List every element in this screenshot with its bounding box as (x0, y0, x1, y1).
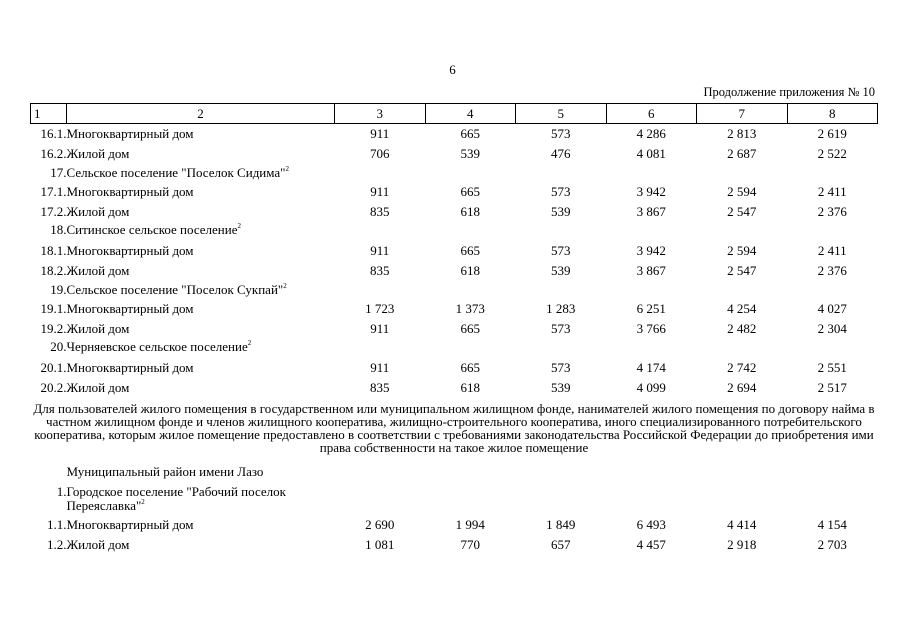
row-value: 1 283 (546, 301, 576, 316)
row-name: Жилой дом (66, 536, 130, 552)
row-value: 835 (370, 379, 390, 395)
row-name: Жилой дом (66, 379, 130, 395)
row-value: 2 376 (817, 203, 847, 219)
row-number: 19.2. (40, 320, 67, 336)
group-name-cell (67, 163, 335, 182)
row-value: 911 (370, 320, 390, 336)
row-value: 2 411 (817, 243, 847, 258)
group-empty-cells (335, 221, 878, 241)
row-name: Многоквартирный дом (66, 301, 194, 316)
column-header: 2 (67, 104, 335, 124)
column-header: 8 (787, 104, 878, 124)
row-value: 3 942 (636, 243, 666, 258)
row-value: 835 (370, 262, 390, 278)
row-value: 4 286 (636, 126, 666, 141)
row-value: 573 (551, 126, 571, 141)
row-number: 20.1. (40, 360, 67, 375)
table-body-part2 (31, 482, 878, 554)
table-row (31, 299, 878, 319)
row-value: 665 (460, 320, 480, 336)
group-name: Ситинское сельское поселение (66, 222, 238, 237)
table-note-section (31, 397, 878, 482)
district-row (31, 460, 878, 482)
row-value: 3 942 (636, 184, 666, 199)
row-number: 17.1. (40, 184, 67, 199)
group-number: 20. (50, 339, 67, 354)
row-number: 1.2. (47, 536, 67, 552)
row-value: 573 (551, 360, 571, 375)
row-value: 2 594 (727, 184, 757, 199)
row-value: 2 547 (727, 203, 757, 219)
row-number: 17.2. (40, 203, 67, 219)
row-value: 2 411 (817, 184, 847, 199)
district-title: Муниципальный район имени Лазо (66, 464, 264, 479)
group-number: 18. (50, 222, 67, 237)
footnote-marker: 2 (283, 282, 287, 290)
group-empty-cells (335, 482, 878, 515)
row-value: 618 (460, 262, 480, 278)
settlement-group-row (31, 221, 878, 241)
table-row (31, 378, 878, 398)
group-number: 1. (56, 484, 67, 499)
row-value: 2 376 (817, 262, 847, 278)
footnote-marker: 2 (285, 165, 289, 173)
group-empty-cells (335, 163, 878, 182)
group-number: 17. (50, 165, 67, 180)
row-value: 665 (460, 126, 480, 141)
column-header: 6 (606, 104, 697, 124)
row-name: Жилой дом (66, 145, 130, 161)
row-value: 4 414 (727, 517, 757, 532)
row-value: 706 (370, 145, 390, 161)
table-row (31, 241, 878, 261)
row-value: 3 766 (636, 320, 666, 336)
column-header: 3 (335, 104, 426, 124)
table-row (31, 202, 878, 222)
row-number: 1.1. (47, 517, 67, 532)
row-value: 2 551 (817, 360, 847, 375)
row-value: 3 867 (636, 262, 666, 278)
row-value: 2 517 (817, 379, 847, 395)
row-value: 2 619 (817, 126, 847, 141)
row-name: Многоквартирный дом (66, 243, 194, 258)
column-number-header-row (31, 104, 878, 124)
group-number: 19. (50, 282, 67, 297)
row-value: 2 703 (817, 536, 847, 552)
row-number: 19.1. (40, 301, 67, 316)
row-name: Многоквартирный дом (66, 126, 194, 141)
row-name: Многоквартирный дом (66, 360, 194, 375)
row-value: 4 027 (817, 301, 847, 316)
row-value: 2 694 (727, 379, 757, 395)
group-empty-cells (335, 338, 878, 358)
settlement-group-row (31, 338, 878, 358)
row-value: 770 (460, 536, 480, 552)
row-value: 573 (551, 320, 571, 336)
row-value: 2 304 (817, 320, 847, 336)
row-value: 2 522 (817, 145, 847, 161)
column-header: 4 (425, 104, 516, 124)
row-value: 665 (460, 243, 480, 258)
row-value: 1 373 (455, 301, 485, 316)
row-value: 2 547 (727, 262, 757, 278)
row-value: 6 251 (636, 301, 666, 316)
note-row (31, 397, 878, 460)
row-value: 2 918 (727, 536, 757, 552)
row-value: 539 (551, 379, 571, 395)
table-row (31, 124, 878, 144)
table-row (31, 319, 878, 339)
group-name: Сельское поселение "Поселок Сукпай" (66, 282, 284, 297)
column-header: 1 (31, 104, 67, 124)
group-name-cell (67, 280, 335, 299)
row-value: 4 457 (636, 536, 666, 552)
row-value: 657 (551, 536, 571, 552)
row-value: 665 (460, 360, 480, 375)
row-value: 1 849 (546, 517, 576, 532)
row-value: 911 (370, 126, 390, 141)
row-value: 618 (460, 203, 480, 219)
group-name-cell (67, 221, 335, 241)
row-value: 2 687 (727, 145, 757, 161)
row-value: 911 (370, 243, 390, 258)
row-number: 16.1. (40, 126, 67, 141)
row-name: Жилой дом (66, 320, 130, 336)
footnote-marker: 2 (141, 498, 145, 506)
group-name: Городское поселение "Рабочий поселок Переяславка" (66, 484, 286, 513)
row-name: Жилой дом (66, 262, 130, 278)
row-value: 2 690 (365, 517, 395, 532)
table-row (31, 535, 878, 555)
column-header: 5 (516, 104, 607, 124)
row-value: 2 594 (727, 243, 757, 258)
group-name-cell (67, 482, 335, 515)
group-name-cell (67, 338, 335, 358)
row-value: 835 (370, 203, 390, 219)
row-value: 4 081 (636, 145, 666, 161)
row-value: 2 813 (727, 126, 757, 141)
row-name: Многоквартирный дом (66, 517, 194, 532)
row-value: 6 493 (636, 517, 666, 532)
table-row (31, 182, 878, 202)
row-value: 665 (460, 184, 480, 199)
row-value: 911 (370, 360, 390, 375)
tariff-table (30, 103, 878, 554)
row-value: 4 174 (636, 360, 666, 375)
row-value: 539 (551, 203, 571, 219)
footnote-marker: 2 (247, 339, 252, 347)
settlement-group-row (31, 280, 878, 299)
row-value: 618 (460, 379, 480, 395)
row-value: 1 081 (365, 536, 395, 552)
row-value: 911 (370, 184, 390, 199)
group-name: Черняевское сельское поселение (66, 339, 248, 354)
column-header: 7 (697, 104, 788, 124)
page-number: 6 (449, 62, 456, 77)
row-value: 476 (551, 145, 571, 161)
row-value: 573 (551, 243, 571, 258)
row-value: 4 154 (817, 517, 847, 532)
row-value: 4 099 (636, 379, 666, 395)
row-value: 4 254 (727, 301, 757, 316)
row-value: 539 (460, 145, 480, 161)
settlement-group-row (31, 163, 878, 182)
row-value: 1 723 (365, 301, 395, 316)
row-number: 18.2. (40, 262, 67, 278)
table-body-part1 (31, 124, 878, 398)
table-row (31, 261, 878, 281)
table-row (31, 358, 878, 378)
footnote-marker: 2 (237, 222, 241, 230)
row-value: 2 742 (727, 360, 757, 375)
appendix-continuation-label: Продолжение приложения № 10 (703, 85, 875, 99)
row-value: 573 (551, 184, 571, 199)
row-number: 20.2. (40, 379, 67, 395)
row-value: 1 994 (455, 517, 485, 532)
group-name: Сельское поселение "Поселок Сидима" (66, 165, 286, 180)
row-value: 3 867 (636, 203, 666, 219)
row-number: 18.1. (40, 243, 67, 258)
table-row (31, 515, 878, 535)
row-value: 2 482 (727, 320, 757, 336)
row-name: Жилой дом (66, 203, 130, 219)
row-number: 16.2. (40, 145, 67, 161)
table-row (31, 144, 878, 164)
group-empty-cells (335, 280, 878, 299)
row-name: Многоквартирный дом (66, 184, 194, 199)
note-text: Для пользователей жилого помещения в государственном или муниципальном жилищном фонде, нанимателей жилого помещения по договору найма в частном жилищном фонде и членов жилищного кооператива, жилищно-строительного кооператива, иного специализированного потребительского кооператива, которым жилое помещение предоставлено в соответствии с требованиями законодательства Российской Федерации до приобретения ими права собственности на такое жилое помещение (33, 401, 875, 455)
row-value: 539 (551, 262, 571, 278)
settlement-group-row (31, 482, 878, 515)
